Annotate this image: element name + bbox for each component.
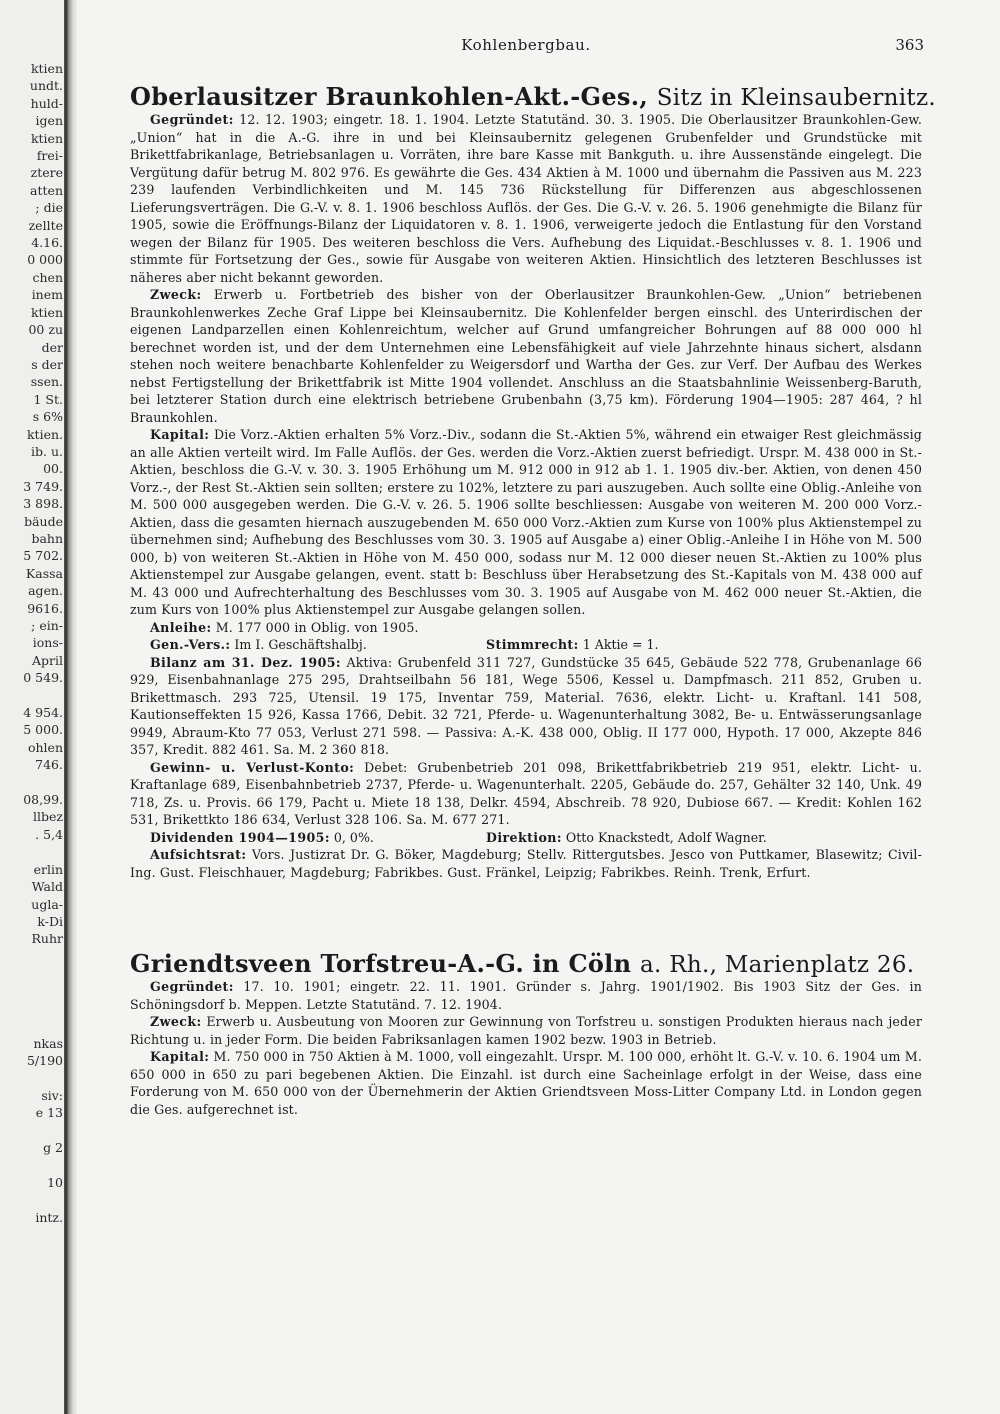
margin-fragment: Kassa [25,565,63,581]
label-gegruendet: Gegründet: [150,112,234,127]
margin-fragment: intz. [35,1209,63,1225]
margin-fragment: 746. [35,757,63,773]
entry-dividenden-direktion [130,829,922,847]
margin-fragment: 1 St. [33,391,63,407]
text-aufsichtsrat: Vors. Justizrat Dr. G. Böker, Magdeburg; Stellv. Rittergutsbes. Jesco von Puttkamer, Blasewitz; Civil-Ing. Gust. Fleischhauer, Magdeburg; Fabrikbes. Gust. Fränkel, Leipzig; Fabrikbes. Reinh. Trenk, Erfurt. [130,847,923,880]
margin-fragment: 08,99. [23,792,63,808]
label-genvers: Gen.-Vers.: [150,637,231,652]
margin-fragment [23,983,63,1000]
margin-fragment [23,687,63,704]
margin-fragment: 00. [43,461,63,477]
company-heading-oberlausitzer [130,82,936,111]
text-direktion: Otto Knackstedt, Adolf Wagner. [565,829,767,845]
label-zweck: Zweck: [150,287,202,302]
entry-kapital [130,426,922,619]
entry-zweck [130,1013,922,1048]
company-heading-griendtsveen [130,949,922,978]
label-dividenden: Dividenden 1904—1905: [150,829,330,845]
label-direktion: Direktion: [486,829,562,845]
book-gutter [64,0,77,1414]
margin-fragment: 9616. [27,600,63,616]
margin-fragment: e 13 [35,1105,63,1121]
company-address: a. Rh., Marienplatz 26. [640,952,915,978]
margin-fragment [23,1157,63,1174]
margin-fragment: zellte [28,217,63,233]
label-bilanz: Bilanz am 31. Dez. 1905: [150,654,341,670]
running-title: Kohlenbergbau. [461,36,591,54]
margin-fragment: ktien [30,130,63,146]
margin-fragment: undt. [29,78,63,94]
entry-bilanz [130,654,922,759]
entry-zweck [130,286,922,426]
margin-fragment: 5/190 [26,1053,63,1069]
label-anleihe: Anleihe: [150,619,212,635]
text-bilanz: Aktiva: Grubenfeld 311 727, Gundstücke 35 645, Gebäude 522 778, Grubenanlage 66 929, Eisenbahnanlage 275 295, Drahtseilbahn 56 181, Wege 5506, Kessel u. Dampfmasch. 211 852, Gruben u. Brikettmasch. 293 725, Utensil. 19 175, Inventar 759, Material. 7636, elektr. Licht- u. Kraftanl. 141 508, Kautionseffekten 15 926, Kassa 1766, Debit. 32 721, Pferde- u. Wagenunterhaltung 3082, Be- u. Entwässerungsanlage 9949, Abraum-Kto 77 053, Verlust 271 598. — Passiva: A.-K. 438 000, Oblig. II 177 000, Hypoth. 17 000, Akzepte 846 357, Kredit. 882 461. Sa. M. 2 360 818. [130,654,922,757]
margin-fragment: 0 000 [27,252,63,268]
margin-fragment: Ruhr [31,931,63,947]
margin-fragment: der [41,339,63,355]
text-dividenden: 0, 0%. [333,829,374,845]
margin-fragment: 4.16. [31,235,63,251]
page-content [130,30,936,1118]
margin-fragment: s 6% [32,409,63,425]
margin-fragment: ktien [30,61,63,76]
entry-gewinn-verlust [130,759,922,829]
margin-fragment [23,774,63,791]
margin-fragment: ktien. [26,426,63,442]
left-page-strip [0,0,66,1414]
text-genvers: Im I. Geschäftshalbj. [234,637,367,652]
margin-fragment: atten [30,182,63,198]
margin-fragment: 4 954. [23,705,63,721]
margin-fragment: April [32,652,63,668]
margin-fragment: s der [31,356,63,372]
margin-fragment: frei- [36,148,63,164]
text-gewinn-verlust: Debet: Grubenbetrieb 201 098, Brikettfabrikbetrieb 219 951, elektr. Licht- u. Kraftanlage 689, Eisenbahnbetrieb 2737, Pferde- u. Wagenunterhalt. 2205, Gebäude do. 257, Gehälter 32 140, Unk. 49 718, Zs. u. Provis. 66 179, Pacht u. Miete 18 138, Delkr. 4594, Abschreib. 78 920, Dubiose 667. — Kredit: Kohlen 162 531, Brikettkto 186 634, Verlust 328 106. Sa. M. 677 271. [130,759,923,827]
margin-fragment: igen [35,113,63,129]
margin-fragment: erlin [33,861,63,877]
text-anleihe: M. 177 000 in Oblig. von 1905. [215,619,419,635]
margin-fragment: . 5,4 [35,826,63,842]
margin-fragment: siv: [41,1087,63,1103]
margin-fragment: ssen. [30,374,63,390]
margin-fragment [23,1000,63,1017]
entry-gegruendet [130,978,922,1013]
margin-fragment: ugla- [31,896,63,912]
margin-fragment: ions- [32,635,63,651]
margin-fragment: chen [32,269,63,285]
running-head [130,30,922,58]
company-name: Oberlausitzer Braunkohlen-Akt.-Ges., [130,82,649,111]
margin-fragment: bäude [24,513,63,529]
margin-fragment: 10 [47,1175,63,1190]
text-stimmrecht: 1 Aktie = 1. [582,637,659,652]
label-stimmrecht: Stimmrecht: [486,637,579,652]
entry-gegruendet [130,111,922,286]
margin-fragment: g 2 [43,1140,63,1156]
margin-fragment: ktien [30,304,63,320]
text-kapital: Die Vorz.-Aktien erhalten 5% Vorz.-Div., sodann die St.-Aktien 5%, während ein etwaiger Rest gleichmässig an alle Aktien verteilt wird. Im Falle Auflös. der Ges. werden die Vorz.-Aktien zuerst befriedigt. Urspr. M. 438 000 in St.-Aktien, beschloss die G.-V. v. 30. 3. 1905 Erhöhung um M. 912 000 in 912 ab 1. 1. 1905 div.-ber. Aktien, von denen 450 Vorz.-, der Rest St.-Aktien sein sollten; erstere zu 102%, letztere zu pari auszugeben. Auch sollte eine Oblig.-Anleihe von M. 500 000 ausgegeben werden. Die G.-V. v. 26. 5. 1906 sollte beschliessen: Ausgabe von weiteren M. 200 000 Vorz.-Aktien, dass die gesamten hiernach auszugebenden M. 650 000 Vorz.-Aktien zum Kurse von 100% plus Aktienstempel zu übernehmen sind; Aufhebung des Beschlusses vom 30. 3. 1905 auf Ausgabe a) einer Oblig.-Anleihe I in Höhe von M. 500 000, b) von weiteren St.-Aktien in Höhe von M. 450 000, sodass nur M. 12 000 dieser neuen St.-Aktien zu 100% plus Aktienstempel zur Ausgabe gelangen, event. statt b: Beschluss über Herabsetzung des St.-Kapitals von M. 438 000 auf M. 43 000 und Aufrechterhaltung des Beschlusses vom 30. 3. 1905 auf Ausgabe von M. 462 000 neuer St.-Aktien, die zum Kurs von 100% plus Aktienstempel zur Ausgabe gelangen sollen. [130,427,923,617]
margin-fragment: ; die [35,200,63,216]
label-zweck: Zweck: [150,1014,202,1029]
text-zweck: Erwerb u. Ausbeutung von Mooren zur Gewinnung von Torfstreu u. sonstigen Produkten hieraus nach jeder Richtung u. in jeder Form. Die beiden Fabriksanlagen kamen 1902 bezw. 1903 in Betrieb. [130,1014,922,1047]
entry-kapital [130,1048,922,1118]
entry-aufsichtsrat [130,846,922,881]
label-kapital: Kapital: [150,427,210,442]
company-seat: Sitz in Kleinsaubernitz. [656,85,936,111]
margin-fragment: 3 749. [23,478,63,494]
margin-fragment [23,1070,63,1087]
margin-fragment: llbez [33,809,63,825]
margin-fragment: Wald [31,879,63,895]
page-number: 363 [895,36,924,54]
margin-fragment: agen. [28,583,63,599]
margin-fragment: bahn [31,530,63,546]
text-gegruendet: 17. 10. 1901; eingetr. 22. 11. 1901. Gründer s. Jahrg. 1901/1902. Bis 1903 Sitz der Ges. in Schöningsdorf b. Meppen. Letzte Statutänd. 7. 12. 1904. [130,979,922,1012]
margin-fragment: ib. u. [31,443,63,459]
margin-fragment [23,843,63,860]
margin-fragment: ztere [30,165,63,181]
company-name: Griendtsveen Torfstreu-A.-G. in Cöln [130,949,632,978]
margin-fragment: k-Di [37,913,63,929]
text-kapital: M. 750 000 in 750 Aktien à M. 1000, voll eingezahlt. Urspr. M. 100 000, erhöht lt. G.-V. v. 10. 6. 1904 um M. 650 000 in 650 zu pari begebenen Aktien. Die Einzahl. ist durch eine Sacheinlage erfolgt in der Weise, dass eine Forderung von M. 650 000 von der Übernehmerin der Aktien Griendtsveen Moss-Litter Company Ltd. in London gegen die Ges. aufgerechnet ist. [130,1049,922,1117]
margin-fragment: 5 702. [23,548,63,564]
margin-fragment: inem [31,287,63,303]
margin-fragment: ; ein- [31,618,63,633]
margin-fragment [23,948,63,965]
margin-fragment [23,1191,63,1208]
label-gegruendet: Gegründet: [150,979,234,994]
label-kapital: Kapital: [150,1049,210,1064]
margin-fragment: nkas [33,1035,63,1051]
text-zweck: Erwerb u. Fortbetrieb des bisher von der Oberlausitzer Braunkohlen-Gew. „Union“ betriebenen Braunkohlenwerkes Zeche Graf Lippe bei Kleinsaubernitz. Die Kohlenfelder bergen einschl. des Unterirdischen der eigenen Landparzellen einen Kohlenreichtum, welcher auf Grund umfangreicher Bohrungen auf 88 000 000 hl berechnet worden ist, und der dem Unternehmen eine Lebensfähigkeit auf viele Jahrzehnte hinaus sichert, alsdann stehen noch weitere benachbarte Kohlenfelder zu Weigersdorf und Wartha der Ges. zur Verf. Der Aufbau des Werkes nebst Fertigstellung der Brikettfabrik ist Mitte 1904 vollendet. Anschluss an die Staatsbahnlinie Weissenberg-Baruth, bei letzterer Station durch eine elektrisch betriebene Grubenbahn (3,75 km). Förderung 1904—1905: 287 464, ? hl Braunkohlen. [130,287,922,425]
label-gewinn-verlust: Gewinn- u. Verlust-Konto: [150,759,355,775]
label-aufsichtsrat: Aufsichtsrat: [150,847,247,862]
margin-fragment: 5 000. [23,722,63,738]
margin-fragment: huld- [30,95,63,111]
margin-fragment: ohlen [27,739,63,755]
entry-genvers-stimmrecht [130,636,922,654]
margin-fragment: 00 zu [28,322,63,338]
entry-anleihe [130,619,922,637]
margin-fragment [23,1122,63,1139]
margin-fragment [23,1017,63,1034]
margin-fragment: 0 549. [23,670,63,686]
text-gegruendet: 12. 12. 1903; eingetr. 18. 1. 1904. Letzte Statutänd. 30. 3. 1905. Die Oberlausitzer Braunkohlen-Gew. „Union“ hat in die A.-G. ihre in und bei Kleinsaubernitz gelegenen Grubenfelder und Grundstücke mit Brikettfabrikanlage, Betriebsanlagen u. Vorräten, ihre bare Kasse mit Bankguth. u. ihre Aussenstände eingelegt. Die Vergütung dafür betrug M. 802 976. Es gewährte die Ges. 434 Aktien à M. 1000 und übernahm die Passiven aus M. 223 239 laufenden Verbindlichkeiten und M. 145 736 Rückstellung für Differenzen aus abgeschlossenen Lieferungsverträgen. Die G.-V. v. 8. 1. 1906 beschloss Auflös. der Ges. Die G.-V. v. 26. 5. 1906 genehmigte die Bilanz für 1905, sowie die Eröffnungs-Bilanz der Liquidatoren v. 8. 1. 1906, verweigerte jedoch die Entlastung für den Vorstand wegen der Bilanz für 1905. Des weiteren beschloss die Vers. Aufhebung des Liquidat.-Beschlusses v. 8. 1. 1906 und stimmte für Fortsetzung der Ges., sowie für Ausgabe von weiteren Aktien. Hinsichtlich des letzteren Beschlusses ist näheres aber nicht bekannt geworden. [130,112,923,285]
margin-fragment [23,965,63,982]
margin-fragment: 3 898. [23,496,63,512]
left-page-margin-text [23,60,63,1226]
